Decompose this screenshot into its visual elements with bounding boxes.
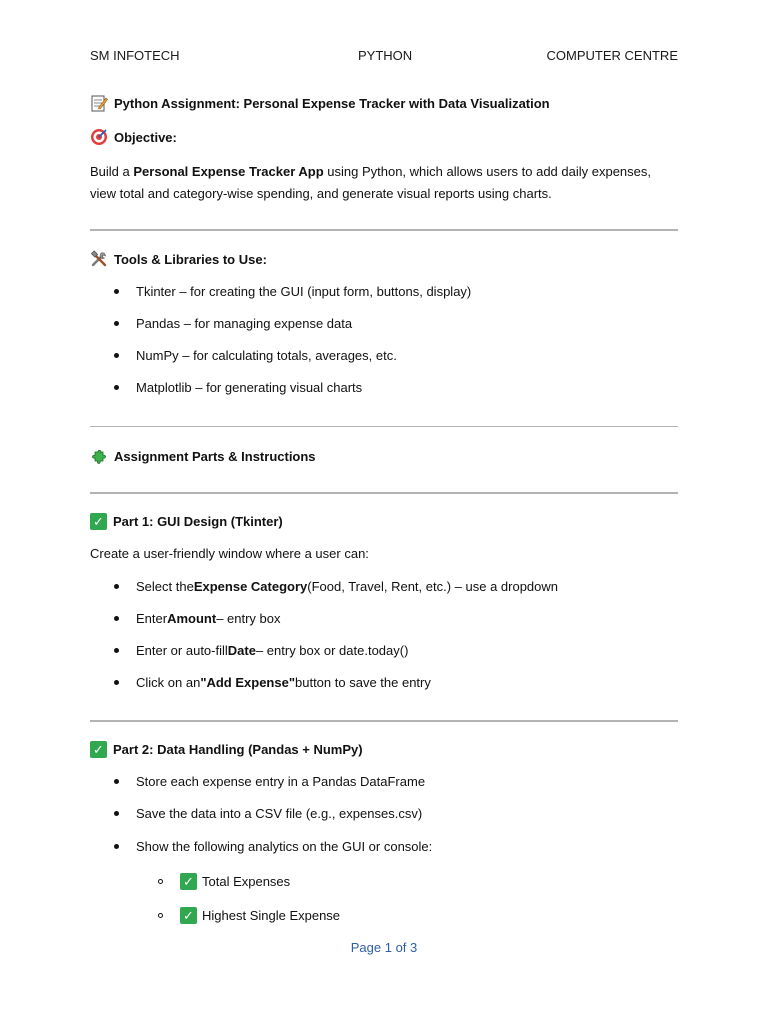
title-text: Python Assignment: Personal Expense Tracker with Data Visualization — [114, 95, 550, 111]
header-center: PYTHON — [358, 48, 413, 63]
list-item — [114, 579, 558, 594]
page-header — [90, 48, 678, 66]
document-page — [90, 0, 678, 1024]
document-title — [90, 94, 550, 112]
objective-heading-text: Objective: — [114, 129, 177, 145]
part1-intro: Create a user-friendly window where a user can: — [90, 546, 369, 561]
part2-sub-item-0: Total Expenses — [202, 874, 291, 889]
part2-item-0: Store each expense entry in a Pandas DataFrame — [136, 774, 426, 789]
divider — [90, 492, 678, 494]
divider — [90, 720, 678, 722]
part1-item-1-post: – entry box — [216, 611, 281, 626]
tools-item-1: Pandas – for managing expense data — [136, 316, 353, 331]
tools-heading-text: Tools & Libraries to Use: — [114, 251, 267, 267]
part1-item-2-post: – entry box or date.today() — [255, 643, 409, 658]
tools-item-0: Tkinter – for creating the GUI (input form, buttons, display) — [136, 284, 472, 299]
divider — [90, 426, 678, 427]
memo-icon — [90, 94, 108, 112]
sub-list-item — [158, 873, 290, 890]
part2-item-2: Show the following analytics on the GUI or console: — [136, 839, 433, 854]
part1-item-3-post: button to save the entry — [295, 675, 431, 690]
part1-item-1-bold: Amount — [167, 611, 217, 626]
list-item — [114, 643, 408, 658]
list-item — [114, 611, 281, 626]
part1-item-2-bold: Date — [227, 643, 256, 658]
check-mark-icon: ✓ — [90, 513, 107, 530]
list-item — [114, 284, 471, 299]
sub-list-item — [158, 907, 340, 924]
part1-item-3-pre: Click on an — [136, 675, 201, 690]
list-item — [114, 316, 352, 331]
part1-item-1-pre: Enter — [136, 611, 168, 626]
objective-text-post: using Python, which allows users to add daily expenses, view total and category-wise spending, and generate visual reports using charts. — [90, 164, 652, 201]
list-item — [114, 806, 422, 821]
part1-heading-text: Part 1: GUI Design (Tkinter) — [113, 514, 283, 529]
part2-heading — [90, 741, 363, 758]
puzzle-icon — [90, 447, 108, 465]
part1-item-3-bold: "Add Expense" — [200, 675, 295, 690]
parts-heading — [90, 447, 316, 465]
part1-item-2-pre: Enter or auto-fill — [136, 643, 228, 658]
tools-heading — [90, 250, 267, 268]
objective-heading — [90, 128, 177, 146]
list-item — [114, 348, 397, 363]
divider — [90, 229, 678, 231]
objective-text-pre: Build a — [90, 164, 134, 179]
check-mark-icon: ✓ — [90, 741, 107, 758]
tools-item-2: NumPy – for calculating totals, averages, etc. — [136, 348, 397, 363]
part2-sub-item-1: Highest Single Expense — [202, 908, 341, 923]
list-item — [114, 774, 425, 789]
list-item — [114, 380, 362, 395]
part2-item-1: Save the data into a CSV file (e.g., expenses.csv) — [136, 806, 423, 821]
part2-heading-text: Part 2: Data Handling (Pandas + NumPy) — [113, 742, 363, 757]
parts-heading-text: Assignment Parts & Instructions — [114, 448, 316, 464]
part1-item-0-pre: Select the — [136, 579, 194, 594]
objective-text-bold: Personal Expense Tracker App — [133, 164, 324, 179]
check-mark-icon: ✓ — [180, 907, 197, 924]
page-number: Page 1 of 3 — [350, 940, 418, 955]
list-item — [114, 839, 432, 854]
objective-paragraph — [90, 161, 678, 205]
list-item — [114, 675, 431, 690]
check-mark-icon: ✓ — [180, 873, 197, 890]
tools-icon — [90, 250, 108, 268]
header-left: SM INFOTECH — [90, 48, 180, 63]
tools-item-3: Matplotlib – for generating visual charts — [136, 380, 363, 395]
part1-item-0-bold: Expense Category — [193, 579, 308, 594]
target-icon — [90, 128, 108, 146]
part1-heading — [90, 513, 283, 530]
header-right: COMPUTER CENTRE — [546, 48, 678, 63]
part1-item-0-post: (Food, Travel, Rent, etc.) – use a dropdown — [307, 579, 559, 594]
